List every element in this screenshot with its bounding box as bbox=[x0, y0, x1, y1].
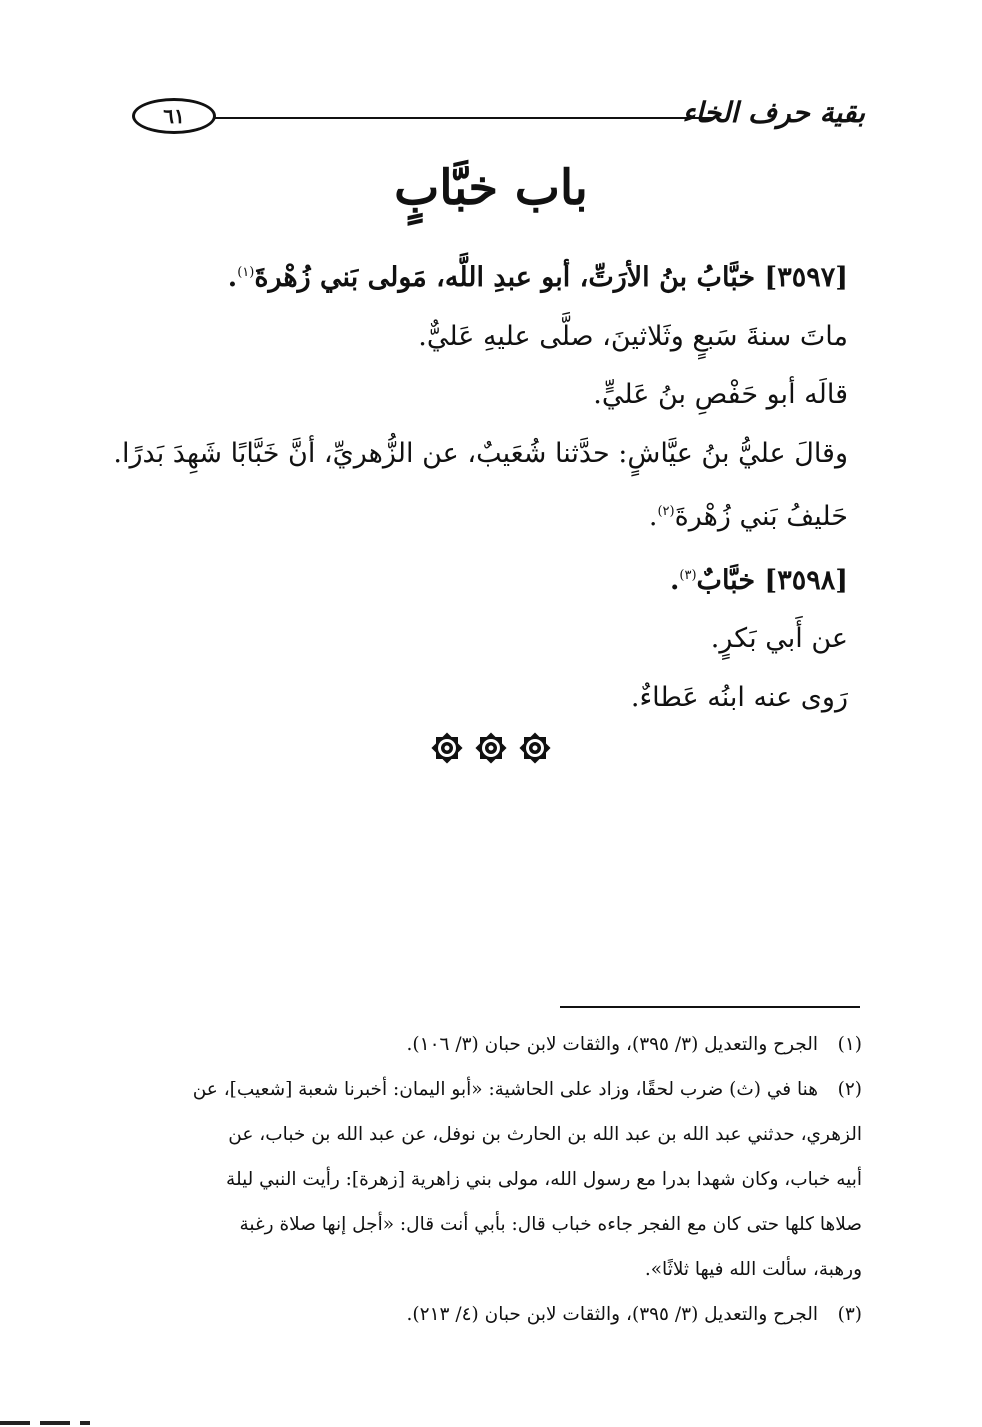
line-end: . bbox=[669, 564, 680, 596]
line-end: . bbox=[648, 501, 658, 532]
footnote-2 bbox=[112, 1067, 862, 1112]
footnote-number: (٢) bbox=[837, 1079, 862, 1100]
footnote-text: الجرح والتعديل (٣/ ٣٩٥)، والثقات لابن حبان (٤/ ٢١٣). bbox=[406, 1304, 818, 1325]
entry-3597-text: [٣٥٩٧] خبَّابُ بنُ الأرَتِّ، أبو عبدِ اللَّه، مَولى بَني زُهْرةَ bbox=[254, 262, 848, 293]
footnote-ref-3: (٣) bbox=[679, 567, 697, 583]
footnote-text: هنا في (ث) ضرب لحقًا، وزاد على الحاشية: «أبو اليمان: أخبرنا شعبة [شعيب]، عن bbox=[192, 1079, 818, 1100]
running-header bbox=[120, 86, 865, 146]
header-rule bbox=[215, 117, 715, 119]
edge-mark bbox=[40, 1421, 70, 1425]
chapter-title: باب خبَّابٍ bbox=[394, 160, 588, 216]
entry-3598-line bbox=[130, 547, 848, 611]
line-end: . bbox=[227, 262, 238, 293]
edge-mark bbox=[80, 1421, 90, 1425]
footnote-1 bbox=[112, 1022, 862, 1067]
footnote-ref-2: (٢) bbox=[657, 504, 675, 519]
narration-line: وقالَ عليُّ بنُ عيَّاشٍ: حدَّثنا شُعَيبٌ، عن الزُّهريِّ، أنَّ خَبَّابًا شَهِدَ بَدرًا. bbox=[113, 437, 848, 469]
footnotes bbox=[112, 1022, 862, 1337]
source-line: قالَه أبو حَفْصِ بنُ عَليٍّ. bbox=[593, 379, 848, 410]
body-text bbox=[113, 244, 848, 727]
footnote-ref-1: (١) bbox=[237, 265, 255, 280]
footnote-2-continued: الزهري، حدثني عبد الله بن عبد الله بن الحارث بن نوفل، عن عبد الله بن خباب، عن bbox=[228, 1124, 862, 1145]
footnote-rule bbox=[560, 1006, 860, 1008]
footnote-2-continued: صلاها كلها حتى كان مع الفجر جاءه خباب قال: بأبي أنت قال: «أجل إنها صلاة رغبة bbox=[239, 1214, 862, 1235]
footnote-2-continued: ورهبة، سألت الله فيها ثلاثًا». bbox=[644, 1259, 862, 1280]
star-ornament-icon bbox=[517, 730, 553, 766]
section-ornaments bbox=[0, 730, 982, 766]
page-number: ٦١ bbox=[132, 98, 216, 134]
footnote-number: (١) bbox=[837, 1034, 862, 1055]
ally-line bbox=[130, 483, 848, 547]
edge-mark bbox=[0, 1421, 30, 1425]
entry-3597-line bbox=[130, 244, 848, 308]
entry-3598-text: [٣٥٩٨] خبَّابٌ bbox=[696, 564, 848, 596]
footnote-3 bbox=[112, 1292, 862, 1337]
teacher-line: عن أَبي بَكرٍ. bbox=[710, 623, 848, 654]
ally-text: حَليفُ بَني زُهْرةَ bbox=[674, 501, 848, 532]
star-ornament-icon bbox=[429, 730, 465, 766]
footnote-number: (٣) bbox=[837, 1304, 862, 1325]
footnote-text: الجرح والتعديل (٣/ ٣٩٥)، والثقات لابن حبان (٣/ ١٠٦). bbox=[406, 1034, 818, 1055]
star-ornament-icon bbox=[473, 730, 509, 766]
death-line: ماتَ سنةَ سَبعٍ وثَلاثينَ، صلَّى عليهِ عَليٌّ. bbox=[418, 320, 848, 352]
scan-edge-marks bbox=[0, 1421, 130, 1427]
running-title: بقية حرف الخاء bbox=[682, 96, 865, 129]
student-line: رَوى عنه ابنُه عَطاءٌ. bbox=[630, 681, 848, 713]
footnote-2-continued: أبيه خباب، وكان شهدا بدرا مع رسول الله، مولى بني زاهرية [زهرة]: رأيت النبي ليلة bbox=[226, 1169, 862, 1190]
